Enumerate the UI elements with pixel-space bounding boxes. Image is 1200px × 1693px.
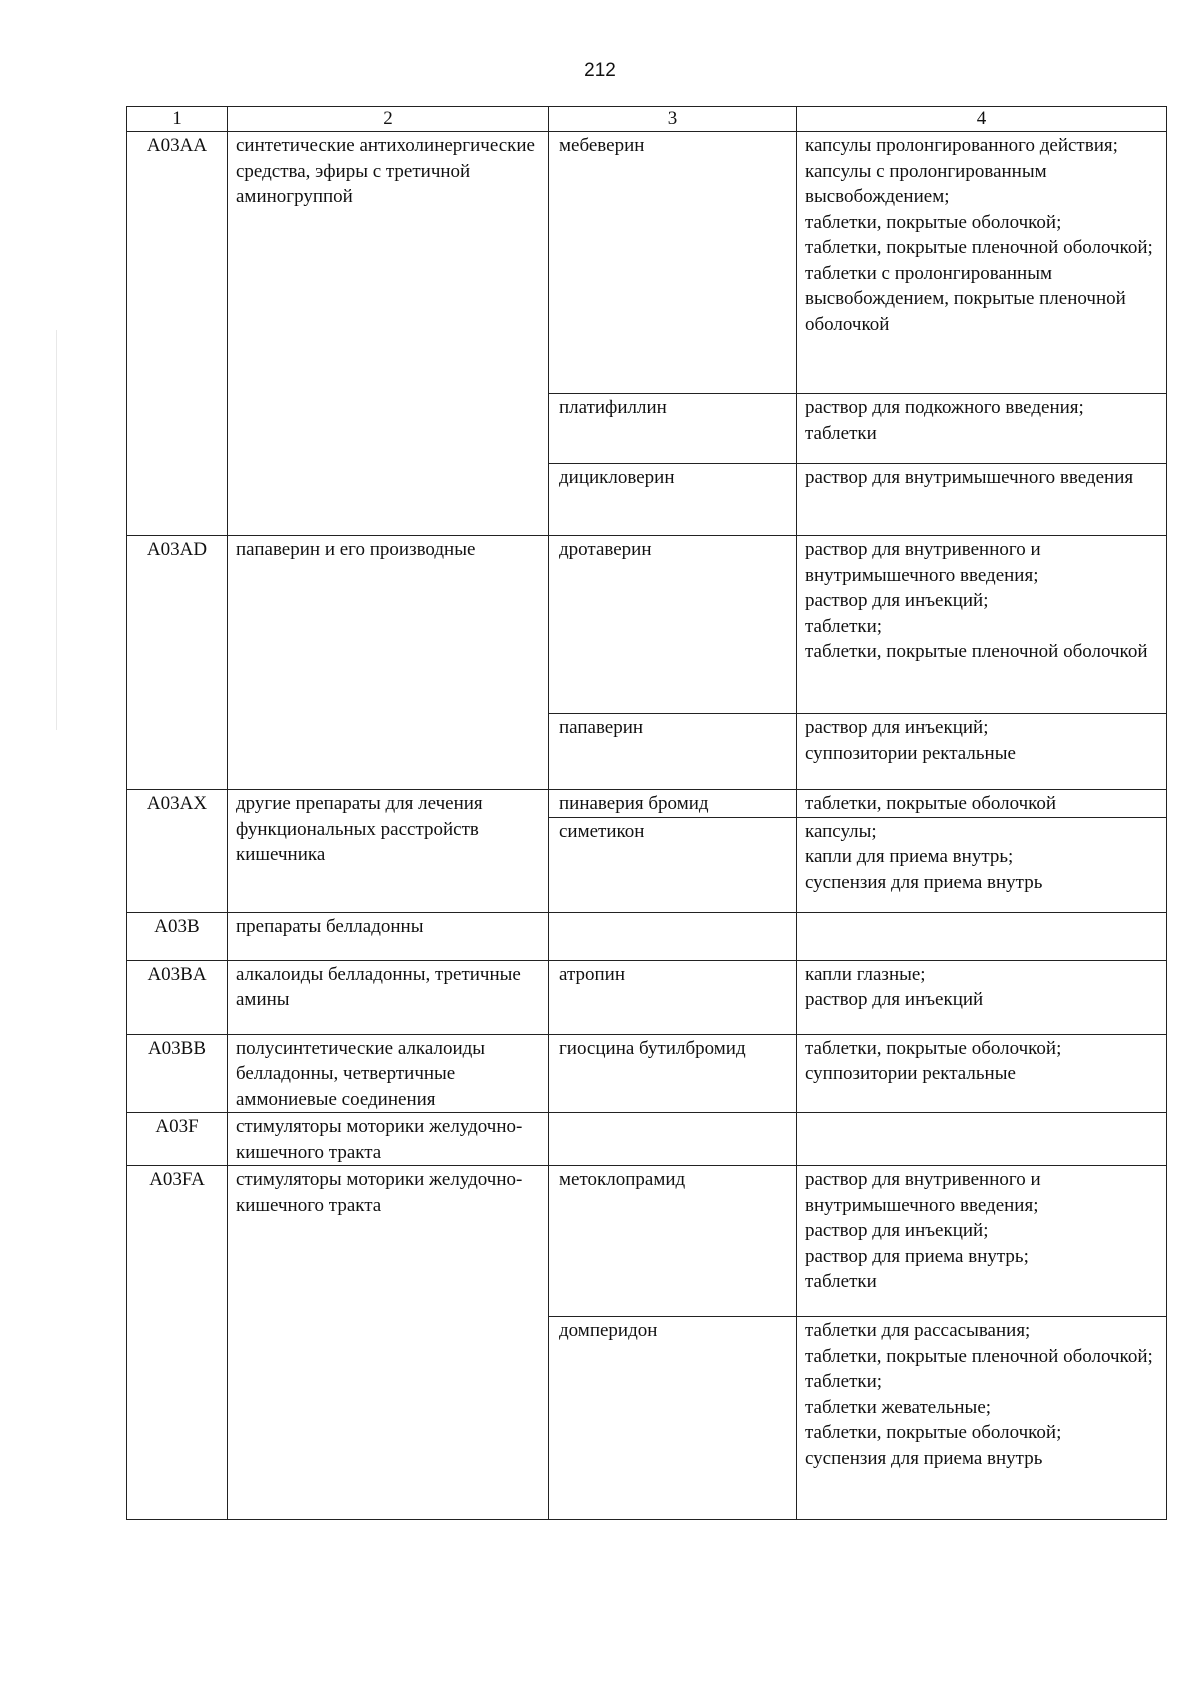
dosage-forms [797, 132, 1167, 394]
group-name: синтетические антихолинергические средства, эфиры с третичной аминогруппой [228, 132, 549, 536]
atc-code: A03AD [127, 536, 228, 790]
table-row [127, 790, 1167, 818]
dosage-form: капсулы пролонгированного действия; [805, 135, 1118, 156]
dosage-form: раствор для внутривенного и внутримышечного введения; [805, 1169, 1041, 1216]
header-col-1: 1 [127, 107, 228, 132]
dosage-form: суппозитории ректальные [805, 742, 1016, 764]
scan-artifact-line [56, 330, 57, 730]
drug-name: метоклопрамид [549, 1166, 797, 1317]
drug-name: гиосцина бутилбромид [549, 1034, 797, 1113]
dosage-form: раствор для инъекций; [805, 1220, 989, 1241]
group-name: папаверин и его производные [228, 536, 549, 790]
dosage-form: таблетки; [805, 615, 883, 637]
dosage-form: суспензия для приема внутрь [805, 871, 1043, 893]
dosage-form: раствор для инъекций; [805, 717, 989, 738]
dosage-form: таблетки [805, 1271, 877, 1292]
dosage-form: капли глазные; [805, 963, 926, 985]
atc-code: A03AA [127, 132, 228, 536]
dosage-forms [797, 1113, 1167, 1166]
atc-code: A03B [127, 912, 228, 960]
dosage-form: капсулы с пролонгированным высвобождением; [805, 160, 1047, 207]
dosage-form: таблетки жевательные; [805, 1396, 992, 1418]
dosage-form: суппозитории ректальные [805, 1063, 1016, 1084]
atc-code: A03BA [127, 960, 228, 1034]
table-row [127, 1113, 1167, 1166]
drug-name: папаверин [549, 714, 797, 790]
group-name: препараты белладонны [228, 912, 549, 960]
table-row [127, 1034, 1167, 1113]
dosage-forms [797, 912, 1167, 960]
drug-name: домперидон [549, 1317, 797, 1520]
group-name: другие препараты для лечения функциональных расстройств кишечника [228, 790, 549, 913]
dosage-forms [797, 536, 1167, 714]
drug-name [549, 912, 797, 960]
drug-name: мебеверин [549, 132, 797, 394]
dosage-form: таблетки, покрытые оболочкой; [805, 1422, 1062, 1443]
dosage-form: раствор для внутривенного и внутримышечного введения; [805, 539, 1041, 586]
dosage-form: таблетки с пролонгированным высвобождением, покрытые пленочной оболочкой [805, 262, 1126, 335]
dosage-form: таблетки, покрытые оболочкой [805, 793, 1057, 814]
dosage-forms [797, 790, 1167, 818]
drug-name: дротаверин [549, 536, 797, 714]
group-name: стимуляторы моторики желудочно-кишечного тракта [228, 1113, 549, 1166]
table-row [127, 132, 1167, 394]
drug-name [549, 1113, 797, 1166]
dosage-form: раствор для инъекций; [805, 590, 989, 611]
atc-code: A03F [127, 1113, 228, 1166]
dosage-form: таблетки, покрытые пленочной оболочкой; [805, 237, 1153, 258]
dosage-form: таблетки [805, 422, 877, 444]
drug-name: атропин [549, 960, 797, 1034]
table-row [127, 912, 1167, 960]
atc-code: A03FA [127, 1166, 228, 1520]
drug-name: платифиллин [549, 394, 797, 464]
dosage-form: раствор для внутримышечного введения [805, 467, 1134, 488]
header-col-3: 3 [549, 107, 797, 132]
header-col-2: 2 [228, 107, 549, 132]
dosage-form: раствор для инъекций [805, 989, 984, 1010]
dosage-form: таблетки, покрытые пленочной оболочкой [805, 641, 1148, 662]
dosage-form: раствор для приема внутрь; [805, 1245, 1029, 1267]
dosage-forms [797, 1317, 1167, 1520]
drug-name: симетикон [549, 817, 797, 912]
dosage-forms [797, 1166, 1167, 1317]
header-row [127, 107, 1167, 132]
header-col-4: 4 [797, 107, 1167, 132]
dosage-forms [797, 817, 1167, 912]
dosage-form: капсулы; [805, 820, 877, 842]
dosage-form: суспензия для приема внутрь [805, 1447, 1043, 1469]
dosage-form: таблетки для рассасывания; [805, 1320, 1031, 1341]
atc-code: A03BB [127, 1034, 228, 1113]
dosage-form: таблетки; [805, 1371, 883, 1392]
table-row [127, 536, 1167, 714]
group-name: стимуляторы моторики желудочно-кишечного тракта [228, 1166, 549, 1520]
group-name: полусинтетические алкалоиды белладонны, четвертичные аммониевые соединения [228, 1034, 549, 1113]
dosage-forms [797, 394, 1167, 464]
table-row [127, 960, 1167, 1034]
drug-name: пинаверия бромид [549, 790, 797, 818]
group-name: алкалоиды белладонны, третичные амины [228, 960, 549, 1034]
table-row [127, 1166, 1167, 1317]
dosage-form: раствор для подкожного введения; [805, 397, 1084, 418]
dosage-forms [797, 714, 1167, 790]
drug-table [126, 106, 1167, 1520]
dosage-form: таблетки, покрытые пленочной оболочкой; [805, 1345, 1153, 1367]
dosage-forms [797, 960, 1167, 1034]
dosage-form: капли для приема внутрь; [805, 846, 1014, 867]
dosage-form: таблетки, покрытые оболочкой; [805, 211, 1062, 233]
dosage-form: таблетки, покрытые оболочкой; [805, 1037, 1062, 1059]
page-number: 212 [584, 60, 616, 81]
drug-name: дицикловерин [549, 464, 797, 536]
dosage-forms [797, 464, 1167, 536]
atc-code: A03AX [127, 790, 228, 913]
dosage-forms [797, 1034, 1167, 1113]
